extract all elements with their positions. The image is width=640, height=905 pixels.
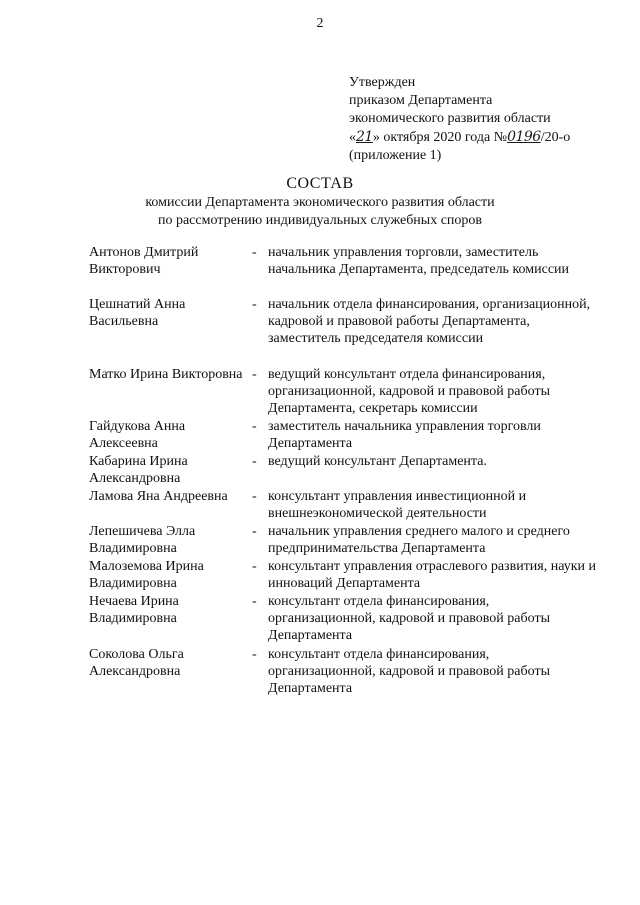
order-suffix: /20-о [540,130,571,145]
approval-line: (приложение 1) [349,148,442,163]
title-block [0,174,640,230]
member-dash: - [252,559,257,574]
member-dash: - [252,647,257,662]
member-name: Гайдукова Анна Алексеевна [89,419,186,451]
member-role: начальник управления торговли, заместитель начальника Департамента, председатель комиссии [268,245,570,277]
member-dash: - [252,245,257,260]
handwritten-order-number: 0196 [507,129,541,145]
document-title: СОСТАВ [286,175,354,192]
member-role: консультант управления инвестиционной и внешнеэкономической деятельности [268,489,527,521]
member-name: Ламова Яна Андреевна [89,489,228,504]
approval-line: экономического развития области [349,111,551,126]
member-role: консультант отдела финансирования, организационной, кадровой и правовой работы Департамента [268,594,550,643]
member-name: Соколова Ольга Александровна [89,647,184,679]
member-name: Малоземова Ирина Владимировна [89,559,204,591]
member-role: консультант отдела финансирования, организационной, кадровой и правовой работы Департамента [268,647,550,696]
member-dash: - [252,524,257,539]
member-name: Антонов Дмитрий Викторович [89,245,199,277]
member-name: Цешнатий Анна Васильевна [89,297,186,329]
member-role: заместитель начальника управления торговли Департамента [268,419,541,451]
member-dash: - [252,489,257,504]
member-role: консультант управления отраслевого развития, науки и инноваций Департамента [268,559,597,591]
approval-line: Утвержден [349,75,416,90]
member-role: начальник управления среднего малого и среднего предпринимательства Департамента [268,524,570,556]
date-open-quote: « [349,130,356,145]
member-dash: - [252,367,257,382]
approval-line: приказом Департамента [349,93,493,108]
member-name: Кабарина Ирина Александровна [89,454,188,486]
handwritten-day: 21 [356,129,373,145]
date-rest: » октября 2020 года № [372,130,508,145]
member-name: Нечаева Ирина Владимировна [89,594,179,626]
member-role: ведущий консультант отдела финансирования, организационной, кадровой и правовой работы Департамента, секретарь комиссии [268,367,550,416]
member-role: начальник отдела финансирования, организационной, кадровой и правовой работы Департамента, заместитель председателя комиссии [268,297,591,346]
member-dash: - [252,419,257,434]
member-name: Лепешичева Элла Владимировна [89,524,196,556]
member-name: Матко Ирина Викторовна [89,367,243,382]
member-role: ведущий консультант Департамента. [268,454,487,469]
document-subtitle: по рассмотрению индивидуальных служебных споров [157,213,483,228]
member-dash: - [252,594,257,609]
document-subtitle: комиссии Департамента экономического развития области [145,195,495,210]
approval-block [349,74,570,165]
approval-date-line [349,128,570,147]
member-dash: - [252,454,257,469]
member-dash: - [252,297,257,312]
page-number: 2 [316,16,324,31]
